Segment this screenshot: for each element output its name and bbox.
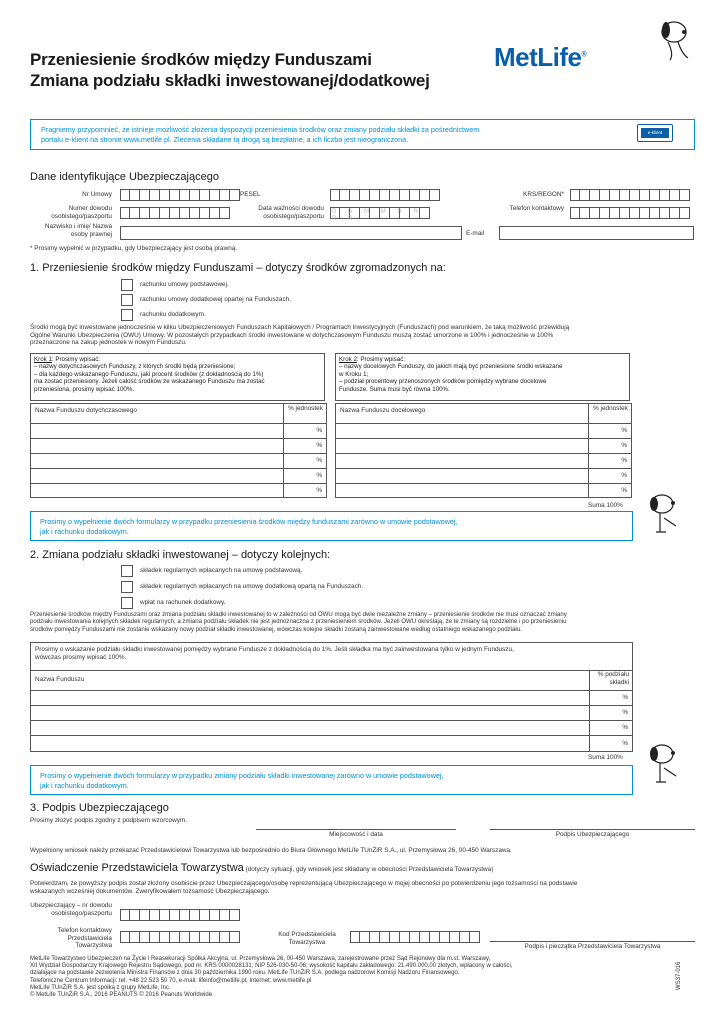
page-title-line2: Zmiana podziału składki inwestowanej/dodatkowej — [30, 71, 430, 90]
section2-note: Prosimy o wypełnienie dwóch formularzy w przypadku zmiany podziału składki inwestowanej zarówno w umowie podstawowej, jak i rachunku dodatkowym. — [30, 765, 633, 795]
target-col-header: Nazwa Funduszu docelowego — [340, 407, 426, 414]
nr-dowodu-field[interactable] — [120, 207, 230, 219]
metlife-logo: MetLife® — [494, 42, 587, 72]
pesel-field[interactable] — [330, 189, 440, 201]
section1-option-2: rachunku umowy dodatkowej opartej na Funduszach. — [140, 296, 291, 303]
form-code: WS37-016 — [676, 961, 682, 990]
premium-box-text-1: Prosimy o wskazanie podziału składki inwestowanej pomiędzy wybrane Fundusze z dokładnością do 1%. Jeśli składka ma być zainwestowana tylko w jednym Funduszu, — [35, 646, 514, 653]
agent-code-label: Kod Przedstawiciela Towarzystwa — [278, 931, 336, 946]
section1-option-3: rachunku dodatkowym. — [140, 311, 206, 318]
pesel-label: PESEL — [240, 191, 261, 198]
date-hint: D D M M R R R R — [332, 209, 423, 223]
target-pct-header: % jednostek — [588, 404, 632, 423]
page-title-line1: Przeniesienie środków między Funduszami — [30, 50, 372, 69]
krok2-box: Krok 2: Prosimy wpisać: – nazwy docelowych Funduszy, do jakich mają być przeniesione środki wskazane w Kroku 1; – podział procentowy przenoszonych środków pomiędzy wybrane docelowe Fundusze. Suma musi być równa 100%. — [335, 353, 630, 401]
signature-field[interactable] — [490, 829, 695, 830]
section2-sum: Suma 100% — [588, 754, 623, 761]
section2-checkbox-2[interactable] — [121, 581, 133, 593]
section2-heading: 2. Zmiana podziału składki inwestowanej – dotyczy kolejnych: — [30, 549, 331, 561]
source-col-header: Nazwa Funduszu dotychczasowego — [35, 407, 137, 414]
section2-checkbox-1[interactable] — [121, 565, 133, 577]
premium-col-name: Nazwa Funduszu — [35, 676, 85, 683]
eklient-monitor-icon: e-klient — [637, 124, 673, 142]
place-date-field[interactable] — [256, 829, 456, 830]
premium-row[interactable]: % — [31, 720, 632, 735]
agent-paragraph: Potwierdzam, że powyższy podpis został złożony osobiście przez Ubezpieczającego/osobę reprezentującą Ubezpieczającego w mojej obecności po potwierdzeniu jego tożsamości na podstawie wskazanych wcześniej dokumentów. Zweryfikowałem tożsamość Ubezpieczającego. — [30, 880, 578, 895]
premium-row[interactable]: % — [31, 735, 632, 752]
agent-heading: Oświadczenie Przedstawiciela Towarzystwa (dotyczy sytuacji, gdy wniosek jest składany w obecności Przedstawiciela Towarzystwa) — [30, 862, 494, 874]
source-row[interactable]: % — [31, 453, 326, 468]
premium-col-pct: % podziału składki — [589, 670, 632, 690]
target-row[interactable]: % — [336, 423, 631, 438]
section2-checkbox-3[interactable] — [121, 597, 133, 609]
krs-label: KRS/REGON* — [523, 191, 564, 198]
target-row[interactable]: % — [336, 438, 631, 453]
nazwisko-label: Nazwisko i imię/ Nazwa osoby prawnej — [44, 223, 112, 238]
snoopy-icon — [640, 738, 688, 790]
agent-phone-field[interactable] — [120, 931, 240, 943]
section2-option-1: składek regularnych wpłacanych na umowę podstawową. — [140, 567, 303, 574]
return-text: Wypełniony wniosek należy przekazać Przedstawicielowi Towarzystwa lub bezpośrednio do Biura Głównego MetLife TUnŻiR S.A., ul. Przemysłowa 26, 00-450 Warszawa. — [30, 847, 512, 854]
email-field[interactable] — [499, 226, 694, 240]
notice-text-line2: portalu e-klient na stronie www.metlife.pl. Zlecenia składane tą drogą są bezpłatne, a ich liczba jest nieograniczona. — [41, 135, 409, 144]
legal-footer: MetLife Towarzystwo Ubezpieczeń na Życie i Reasekuracji Spółka Akcyjna, ul. Przemysłowa 26, 00-450 Warszawa, zarejestrowane przez Sąd Rejonowy dla m.st. Warszawy, XII Wydział Gospodarczy Krajowego Rejestru Sądowego, pod nr. KRS 0000028131; NIP 526-030-50-06; wysokość kapitału zakładowego: 21.490.000,00 złotych, wpłacony w całości, działające na podstawie zezwolenia Ministra Finansów z dnia 30 października 1990 roku. MetLife TUnŻiR S.A. podlega nadzorowi Komisji Nadzoru Finansowego. Telefoniczne Centrum Informacji: tel. +48 22 523 50 70, e-mail: lifeinfo@metlife.pl, Internet: www.metlife.pl MetLife TUnŻiR S.A. jest spółką z grupy MetLife, Inc. © MetLife TUnŻiR S.A., 2016 PEANUTS © 2016 Peanuts Worldwide — [30, 956, 513, 998]
agent-stamp-label: Podpis i pieczątka Przedstawiciela Towarzystwa — [524, 943, 661, 950]
target-row[interactable]: % — [336, 453, 631, 468]
telefon-field[interactable] — [570, 207, 690, 219]
data-waznosci-label: Data ważności dowodu osobistego/paszportu — [258, 205, 324, 220]
krs-field[interactable] — [570, 189, 690, 201]
target-row[interactable]: % — [336, 468, 631, 483]
agent-doc-label: Ubezpieczający – nr dowodu osobistego/paszportu — [30, 902, 112, 917]
notice-text-line1: Pragniemy przypomnieć, że istnieje możliwość złożenia dyspozycji przeniesienia środków oraz zmiany podziału składki za pośrednictwem — [41, 125, 480, 134]
nr-dowodu-label: Numer dowodu osobistego/paszportu — [51, 205, 112, 220]
place-date-label: Miejscowość i data — [329, 831, 383, 838]
insured-heading: Dane identyfikujące Ubezpieczającego — [30, 171, 219, 183]
source-funds-table — [30, 403, 327, 498]
premium-row[interactable]: % — [31, 705, 632, 720]
section3-subtext: Prosimy złożyć podpis zgodny z podpisem wzorcowym. — [30, 817, 187, 824]
premium-box-text-2: wówczas prosimy wpisać 100%. — [35, 654, 127, 661]
section1-checkbox-1[interactable] — [121, 279, 133, 291]
source-row[interactable]: % — [31, 483, 326, 498]
snoopy-icon — [648, 10, 700, 62]
nr-umowy-label: Nr Umowy — [82, 191, 112, 198]
target-funds-table — [335, 403, 632, 498]
signature-label: Podpis Ubezpieczającego — [555, 831, 630, 838]
source-row[interactable]: % — [31, 468, 326, 483]
nr-umowy-field[interactable] — [120, 189, 240, 201]
section1-checkbox-2[interactable] — [121, 294, 133, 306]
agent-doc-field[interactable] — [120, 909, 240, 921]
agent-phone-label: Telefon kontaktowy Przedstawiciela Towarzystwa — [57, 927, 112, 950]
eklient-notice — [30, 119, 695, 150]
nazwisko-field[interactable] — [120, 226, 462, 240]
section1-option-1: rachunku umowy podstawowej. — [140, 281, 229, 288]
target-row[interactable]: % — [336, 483, 631, 498]
section1-paragraph: Środki mogą być inwestowane jednocześnie w kilku Ubezpieczeniowych Funduszach Kapitałowych / Programach Inwestycyjnych (Funduszach) pod warunkiem, że taką możliwość przewidują Ogólne Warunki Ubezpieczenia (OWU) Umowy. W pozostałych przypadkach środki inwestowane w dotychczasowym Funduszu muszą zostać umorzone w 100% i jednocześnie w 100% przeznaczone na zakup jednostek w nowym Funduszu. — [30, 324, 570, 347]
email-label: E-mail — [466, 230, 485, 237]
agent-stamp-field[interactable] — [490, 941, 695, 942]
snoopy-icon — [640, 488, 688, 540]
agent-code-field[interactable] — [350, 931, 480, 943]
section1-note: Prosimy o wypełnienie dwóch formularzy w przypadku przeniesienia środków między funduszami zarówno w umowie podstawowej, jak i rachunku dodatkowym. — [30, 511, 633, 541]
section2-option-3: wpłat na rachunek dodatkowy. — [140, 599, 226, 606]
section2-option-2: składek regularnych wpłacanych na umowę dodatkową opartą na Funduszach. — [140, 583, 364, 590]
premium-split-table — [30, 642, 633, 752]
section3-heading: 3. Podpis Ubezpieczającego — [30, 802, 169, 814]
telefon-label: Telefon kontaktowy — [509, 205, 564, 212]
insured-footnote: * Prosimy wypełnić w przypadku, gdy Ubezpieczający jest osobą prawną. — [30, 245, 238, 252]
source-row[interactable]: % — [31, 423, 326, 438]
source-pct-header: % jednostek — [283, 404, 327, 423]
section1-sum: Suma 100% — [588, 502, 623, 509]
section2-paragraph: Przeniesienie środków między Funduszami oraz zmiana podziału składki inwestowanej to w zależności od OWU mogą być dwie niezależne zmiany – przeniesienie środków nie musi oznaczać zmiany podziału inwestowania kolejnych składek regularnych, a zmiana podziału składek nie jest jednoznaczna z przeniesieniem środków. Jeżeli OWU określają, że te zmiany są rozdzielne i po przeniesieniu środków pomiędzy Funduszami nie zostanie wskazany nowy podział składki inwestowanej, wówczas kolejne składki zostaną zainwestowane według ostatniego wskazanego podziału. — [30, 611, 567, 633]
source-row[interactable]: % — [31, 438, 326, 453]
krok1-box: Krok 1: Prosimy wpisać: – nazwy dotychczasowych Funduszy, z których środki będą przeniesione; – dla każdego wskazanego Funduszu, jaki procent środków (z dokładnością do 1%) ma zostać przeniesiony. Jeżeli całość środków ze wskazanego Funduszu ma zostać przeniesiona, prosimy wpisać 100%. — [30, 353, 325, 401]
section1-heading: 1. Przeniesienie środków między Funduszami – dotyczy środków zgromadzonych na: — [30, 262, 446, 274]
section1-checkbox-3[interactable] — [121, 309, 133, 321]
premium-row[interactable]: % — [31, 690, 632, 705]
